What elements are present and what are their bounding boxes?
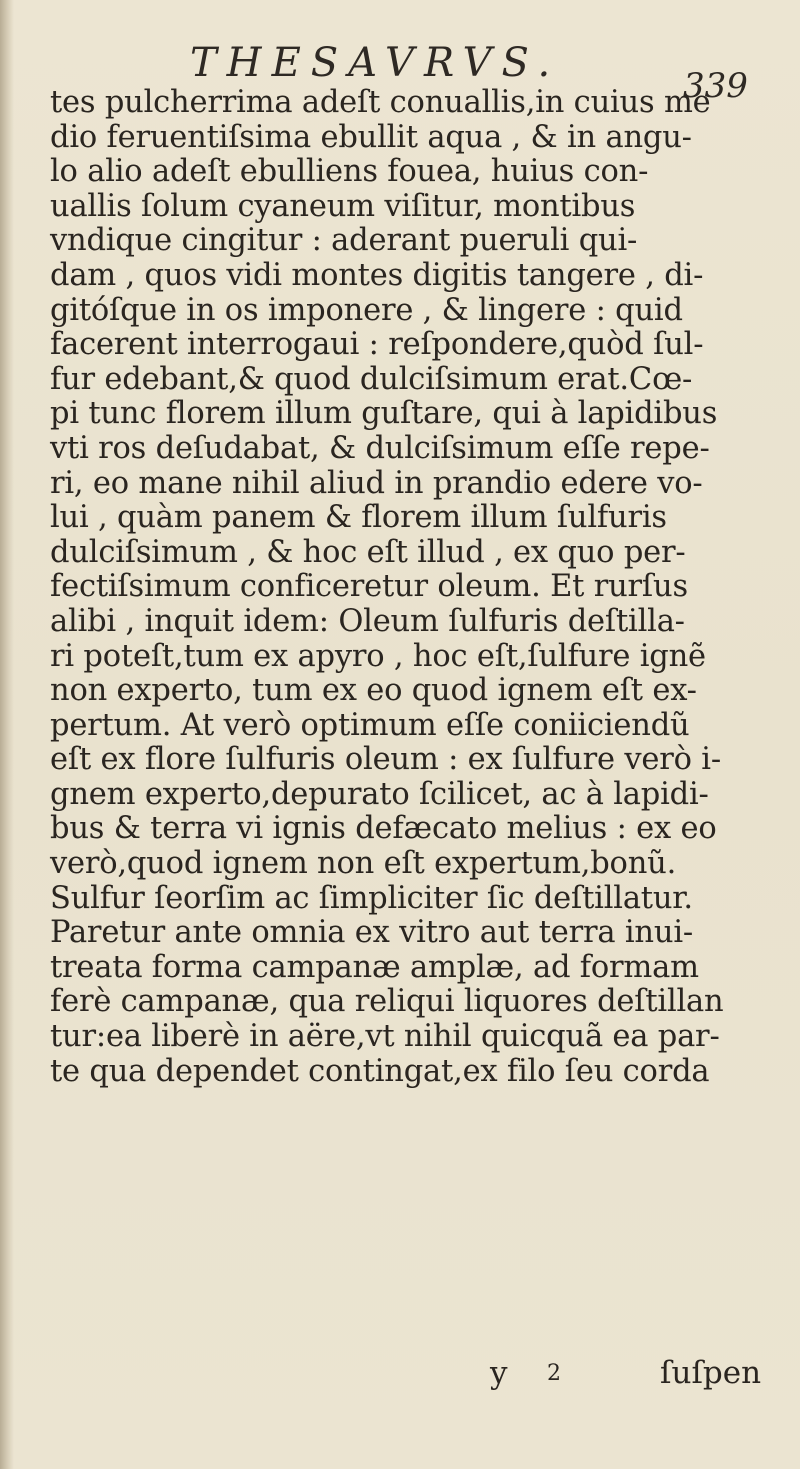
- text-line: eſt ex flore ſulfuris oleum : ex ſulfure verò i-: [50, 742, 721, 778]
- text-line: non experto, tum ex eo quod ignem eſt ex-: [50, 673, 697, 709]
- text-line: Sulfur ſeorſim ac ſimpliciter ſic deſtillatur.: [50, 880, 693, 916]
- text-line: te qua dependet contingat,ex filo ſeu corda: [50, 1053, 710, 1089]
- text-line: treata forma campanæ amplæ, ad formam: [50, 949, 699, 985]
- signature-number: 2: [547, 1361, 561, 1386]
- text-line: pi tunc florem illum guſtare, qui à lapidibus: [50, 396, 718, 432]
- text-line: gnem experto,depurato ſcilicet, ac à lapidi-: [50, 776, 709, 812]
- text-line: facerent interrogaui : reſpondere,quòd ſul-: [50, 327, 704, 363]
- text-line: fectiſsimum conficeretur oleum. Et rurſus: [50, 569, 688, 605]
- text-line: uallis ſolum cyaneum viſitur, montibus: [50, 188, 636, 224]
- text-line: tes pulcherrima adeſt conuallis,in cuius me: [50, 85, 711, 120]
- text-line: ri poteſt,tum ex apyro , hoc eſt,ſulfure ignẽ: [50, 638, 706, 674]
- running-head: THESAVRVS.: [190, 40, 561, 86]
- text-line: Paretur ante omnia ex vitro aut terra inui-: [50, 915, 693, 951]
- signature-mark: y: [490, 1355, 508, 1391]
- text-line: vti ros deſudabat, & dulciſsimum eſſe repe-: [50, 430, 710, 466]
- text-line: ferè campanæ, qua reliqui liquores deſtillan: [50, 984, 724, 1020]
- gutter-shadow: [0, 0, 14, 1469]
- text-line: lo alio adeſt ebulliens fouea, huius con-: [50, 154, 649, 190]
- text-line: ri, eo mane nihil aliud in prandio edere vo-: [50, 465, 703, 501]
- text-line: lui , quàm panem & florem illum ſulfuris: [50, 500, 667, 536]
- body-text: [50, 86, 790, 1089]
- text-line: dio feruentiſsima ebullit aqua , & in angu-: [50, 119, 692, 155]
- text-line: alibi , inquit idem: Oleum ſulfuris deſtilla-: [50, 603, 685, 639]
- text-line: dam , quos vidi montes digitis tangere , di-: [50, 257, 704, 293]
- text-line: pertum. At verò optimum eſſe coniiciendũ: [50, 707, 690, 743]
- text-line: gitóſque in os imponere , & lingere : quid: [50, 292, 683, 328]
- text-line: tur:ea liberè in aëre,vt nihil quicquã ea par-: [50, 1019, 720, 1055]
- catchword: ſuſpen: [660, 1355, 762, 1391]
- text-line: verò,quod ignem non eſt expertum,bonũ.: [50, 846, 677, 882]
- text-line: vndique cingitur : aderant pueruli qui-: [50, 223, 638, 259]
- text-line: fur edebant,& quod dulciſsimum erat.Cœ-: [50, 361, 693, 397]
- text-line: bus & terra vi ignis defæcato melius : ex eo: [50, 811, 717, 847]
- text-line: dulciſsimum , & hoc eſt illud , ex quo per-: [50, 534, 686, 570]
- page-number: 339: [683, 66, 748, 106]
